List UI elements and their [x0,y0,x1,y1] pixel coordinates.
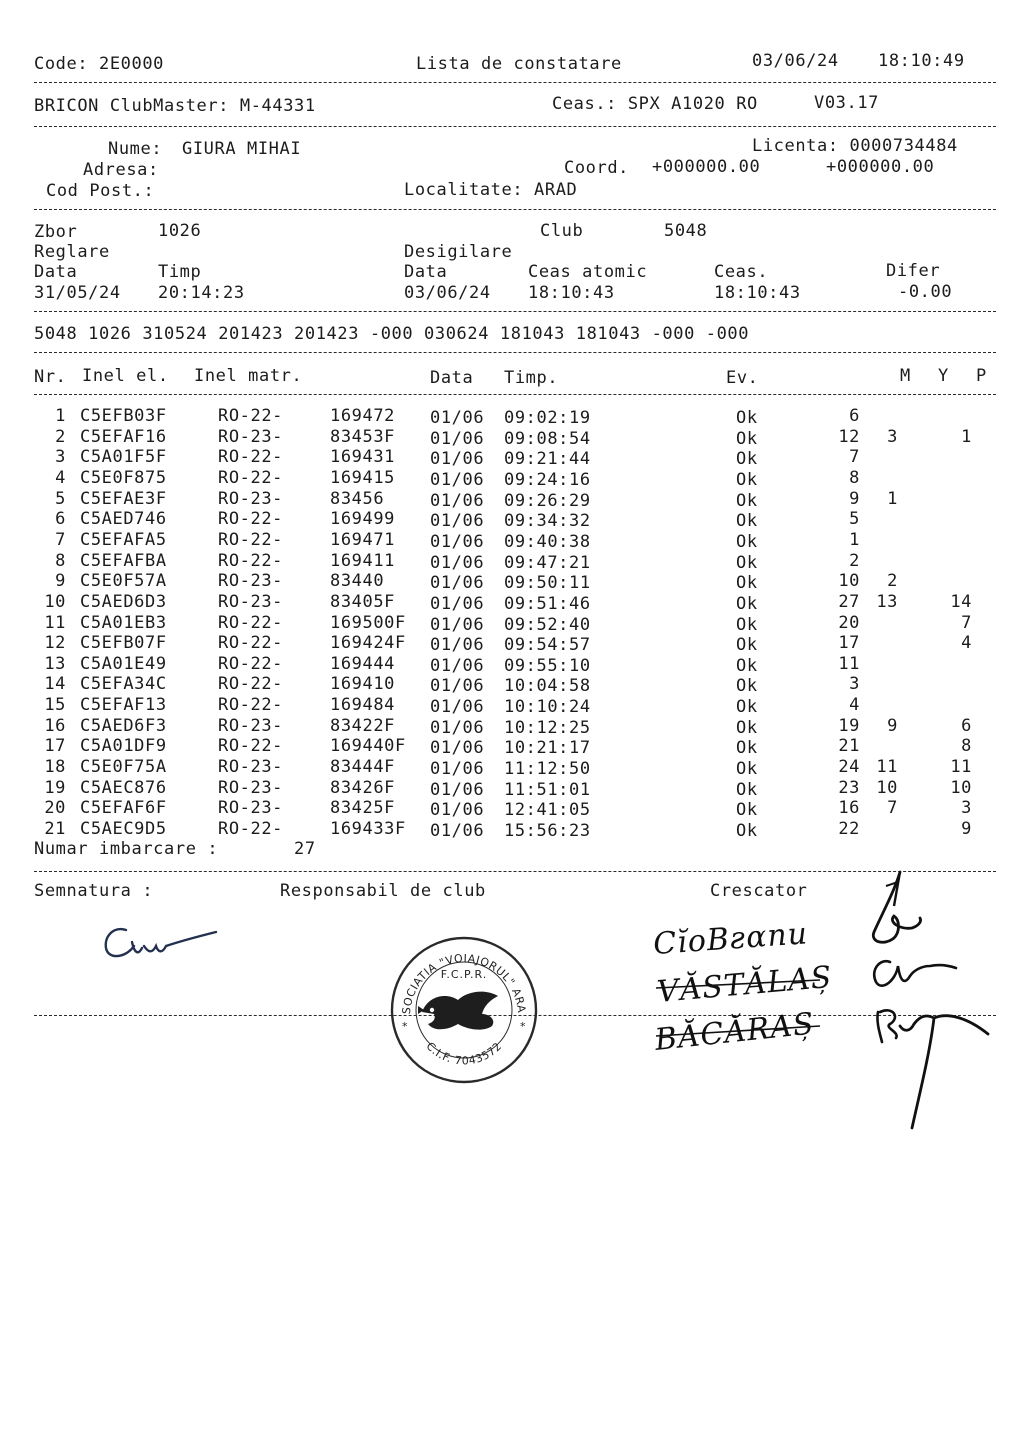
row-ring-series: RO-23- [218,715,284,736]
row-event: Ok [736,717,758,738]
row-event: Ok [736,469,758,490]
row-y: 9 [887,715,898,736]
row-nr: 20 [44,798,66,819]
row-ring-number: 169471 [330,529,396,550]
row-date: 01/06 [430,573,485,594]
clock-time: 18:10:43 [714,283,801,303]
row-m: 4 [849,695,860,716]
row-date: 01/06 [430,738,485,759]
row-electronic-ring: C5EFAF16 [80,426,167,447]
row-time: 09:24:16 [504,469,591,490]
row-electronic-ring: C5EFAF6F [80,798,167,819]
row-date: 01/06 [430,676,485,697]
row-electronic-ring: C5AEC876 [80,777,167,798]
row-date: 01/06 [430,428,485,449]
svg-text:*: * [402,1020,408,1033]
row-time: 09:02:19 [504,408,591,428]
row-nr: 2 [55,426,66,447]
row-event: Ok [736,490,758,511]
flight-code-line: 5048 1026 310524 201423 201423 -000 030624 181043 181043 -000 -000 [34,324,750,344]
divider [34,82,996,83]
row-y: 10 [876,777,898,798]
row-ring-series: RO-22- [218,447,284,468]
document-code: Code: 2E0000 [34,54,165,74]
row-p: 6 [961,715,972,736]
row-time: 12:41:05 [504,800,591,821]
clock-model: Ceas.: SPX A1020 RO [552,94,758,114]
row-ring-number: 169433F [330,819,406,839]
row-date: 01/06 [430,614,485,635]
col-ev: Ev. [726,368,759,388]
row-date: 01/06 [430,821,485,841]
setting-date: 31/05/24 [34,283,121,303]
row-electronic-ring: C5E0F75A [80,757,167,778]
row-time: 09:21:44 [504,449,591,470]
row-time: 09:08:54 [504,428,591,449]
coord-y: +000000.00 [826,157,935,177]
unsealing-date: 03/06/24 [404,283,491,303]
row-event: Ok [736,552,758,573]
row-event: Ok [736,614,758,635]
row-ring-series: RO-22- [218,695,284,716]
coord-label: Coord. [564,158,630,178]
row-m: 23 [838,777,860,798]
row-nr: 21 [44,819,66,839]
row-ring-number: 169440F [330,736,406,757]
row-event: Ok [736,759,758,780]
col-inel-el: Inel el. [82,366,169,386]
owner-name: GIURA MIHAI [182,139,302,159]
row-time: 09:51:46 [504,593,591,614]
locality: Localitate: ARAD [404,180,578,200]
row-ring-series: RO-23- [218,591,284,612]
row-nr: 19 [44,777,66,798]
row-event: Ok [736,531,758,552]
row-ring-number: 169499 [330,509,396,530]
row-nr: 12 [44,633,66,654]
row-time: 09:52:40 [504,614,591,635]
unsealing-date-label: Data [404,262,448,282]
row-date: 01/06 [430,655,485,676]
row-ring-series: RO-23- [218,488,284,509]
row-ring-series: RO-22- [218,509,284,530]
col-data: Data [430,368,474,388]
row-date: 01/06 [430,469,485,490]
row-nr: 13 [44,653,66,674]
row-p: 14 [950,591,972,612]
row-electronic-ring: C5EFB03F [80,406,167,426]
row-event: Ok [736,428,758,449]
row-electronic-ring: C5A01EB3 [80,612,167,633]
row-m: 19 [838,715,860,736]
col-nr: Nr. [34,367,67,387]
row-time: 09:40:38 [504,531,591,552]
row-electronic-ring: C5EFAE3F [80,488,167,509]
row-m: 3 [849,674,860,695]
row-ring-number: 83440 [330,571,385,592]
col-y: Y [938,366,949,386]
row-event: Ok [736,573,758,594]
row-nr: 11 [44,612,66,633]
flight-number: 1026 [158,221,202,241]
clubmaster-id: BRICON ClubMaster: M-44331 [34,96,316,116]
atomic-clock-label: Ceas atomic [528,262,648,282]
row-event: Ok [736,408,758,428]
row-ring-number: 169410 [330,674,396,695]
setting-label: Reglare [34,242,110,262]
handwritten-name-2: VĂSTĂLAȘ [655,959,834,1010]
unsealing-label: Desigilare [404,242,513,262]
club-label: Club [540,221,584,241]
row-date: 01/06 [430,717,485,738]
row-time: 09:54:57 [504,635,591,656]
col-timp: Timp. [504,368,559,388]
row-ring-number: 83444F [330,757,396,778]
row-ring-series: RO-22- [218,467,284,488]
row-date: 01/06 [430,552,485,573]
row-electronic-ring: C5EFAF13 [80,695,167,716]
row-nr: 14 [44,674,66,695]
row-ring-series: RO-22- [218,529,284,550]
stamp-top-text: ASOCIATIA "VOIAJORUL" ARAD [383,924,529,1015]
postal-code-label: Cod Post.: [46,181,155,201]
row-ring-number: 169500F [330,612,406,633]
divider [34,394,996,395]
association-stamp [383,924,540,1086]
row-time: 09:47:21 [504,552,591,573]
row-ring-number: 169411 [330,550,396,571]
difference-label: Difer [886,261,941,281]
row-date: 01/06 [430,779,485,800]
row-event: Ok [736,800,758,821]
document-title: Lista de constatare [416,54,622,74]
row-ring-number: 83426F [330,777,396,798]
row-m: 22 [838,819,860,839]
row-event: Ok [736,697,758,718]
row-ring-number: 169472 [330,406,396,426]
row-time: 09:34:32 [504,511,591,532]
row-ring-series: RO-23- [218,571,284,592]
row-p: 7 [961,612,972,633]
row-ring-series: RO-22- [218,612,284,633]
signature-crescator-large [860,862,1000,1132]
row-electronic-ring: C5E0F875 [80,467,167,488]
row-m: 16 [838,798,860,819]
row-m: 7 [849,447,860,468]
row-date: 01/06 [430,531,485,552]
row-ring-series: RO-22- [218,674,284,695]
row-m: 20 [838,612,860,633]
row-m: 11 [838,653,860,674]
row-y: 2 [887,571,898,592]
row-nr: 9 [55,571,66,592]
row-electronic-ring: C5A01E49 [80,653,167,674]
row-time: 10:21:17 [504,738,591,759]
handwritten-name-1: CĭoBƨɑnu [652,916,810,962]
row-date: 01/06 [430,759,485,780]
row-nr: 6 [55,509,66,530]
row-ring-number: 169415 [330,467,396,488]
signature-giura [96,912,226,972]
col-inel-matr: Inel matr. [194,366,303,386]
flight-label: Zbor [34,222,78,242]
print-date: 03/06/24 [752,51,839,71]
row-ring-series: RO-22- [218,633,284,654]
row-ring-number: 83422F [330,715,396,736]
row-m: 8 [849,467,860,488]
row-date: 01/06 [430,408,485,428]
row-p: 3 [961,798,972,819]
row-p: 11 [950,757,972,778]
row-m: 5 [849,509,860,530]
row-electronic-ring: C5AED6F3 [80,715,167,736]
handwritten-name-3: BĂCĂRAȘ [653,1006,817,1058]
divider [34,126,996,127]
row-ring-series: RO-22- [218,736,284,757]
handwritten-breeder-names [650,916,834,1068]
row-date: 01/06 [430,635,485,656]
row-event: Ok [736,655,758,676]
row-electronic-ring: C5AED6D3 [80,591,167,612]
stamp-bottom-text: C.I.F. 7043572 [423,1039,505,1068]
row-electronic-ring: C5EFB07F [80,633,167,654]
row-p: 8 [961,736,972,757]
row-time: 10:04:58 [504,676,591,697]
row-event: Ok [736,511,758,532]
row-ring-series: RO-22- [218,653,284,674]
svg-text:*: * [520,1020,526,1033]
row-time: 10:10:24 [504,697,591,718]
row-p: 9 [961,819,972,839]
row-y: 11 [876,757,898,778]
row-m: 9 [849,488,860,509]
row-p: 4 [961,633,972,654]
row-y: 13 [876,591,898,612]
row-nr: 5 [55,488,66,509]
row-m: 12 [838,426,860,447]
row-ring-number: 169424F [330,633,406,654]
row-nr: 17 [44,736,66,757]
clock-version: V03.17 [814,93,880,113]
row-time: 09:55:10 [504,655,591,676]
row-nr: 18 [44,757,66,778]
row-m: 21 [838,736,860,757]
row-p: 1 [961,426,972,447]
row-ring-number: 169484 [330,695,396,716]
row-nr: 15 [44,695,66,716]
row-ring-series: RO-22- [218,819,284,839]
atomic-clock-time: 18:10:43 [528,283,615,303]
coord-x: +000000.00 [652,157,761,177]
row-event: Ok [736,738,758,759]
row-time: 09:26:29 [504,490,591,511]
club-responsible-label: Responsabil de club [280,881,486,901]
row-electronic-ring: C5EFAFBA [80,550,167,571]
setting-time-label: Timp [158,262,202,282]
signature-label: Semnatura : [34,881,154,901]
row-ring-series: RO-23- [218,798,284,819]
row-time: 11:12:50 [504,759,591,780]
col-m: M [900,366,911,386]
row-ring-series: RO-22- [218,406,284,426]
row-m: 10 [838,571,860,592]
row-date: 01/06 [430,697,485,718]
row-electronic-ring: C5AEC9D5 [80,819,167,839]
row-nr: 7 [55,529,66,550]
row-ring-number: 83456 [330,488,385,509]
row-m: 24 [838,757,860,778]
col-p: P [976,366,987,386]
row-electronic-ring: C5EFA34C [80,674,167,695]
setting-date-label: Data [34,262,78,282]
row-event: Ok [736,449,758,470]
divider [34,871,996,872]
row-ring-number: 169431 [330,447,396,468]
row-electronic-ring: C5AED746 [80,509,167,530]
row-ring-series: RO-23- [218,426,284,447]
row-electronic-ring: C5EFAFA5 [80,529,167,550]
license-number: Licenta: 0000734484 [752,136,958,156]
row-time: 10:12:25 [504,717,591,738]
row-event: Ok [736,779,758,800]
stamp-sub-text: F.C.P.R. [440,968,488,981]
row-time: 09:50:11 [504,573,591,594]
row-electronic-ring: C5E0F57A [80,571,167,592]
row-y: 1 [887,488,898,509]
row-nr: 10 [44,591,66,612]
row-event: Ok [736,676,758,697]
row-date: 01/06 [430,449,485,470]
row-time: 11:51:01 [504,779,591,800]
breeder-label: Crescator [710,881,808,901]
boarding-count: 27 [294,839,316,859]
row-nr: 16 [44,715,66,736]
row-electronic-ring: C5A01F5F [80,447,167,468]
row-ring-number: 169444 [330,653,396,674]
row-y: 7 [887,798,898,819]
row-event: Ok [736,635,758,656]
row-ring-number: 83405F [330,591,396,612]
address-label: Adresa: [83,160,159,180]
pigeon-icon [418,992,498,1030]
row-m: 17 [838,633,860,654]
row-date: 01/06 [430,593,485,614]
setting-time: 20:14:23 [158,283,245,303]
row-date: 01/06 [430,511,485,532]
row-event: Ok [736,821,758,841]
print-time: 18:10:49 [878,51,965,71]
row-date: 01/06 [430,800,485,821]
club-number: 5048 [664,221,708,241]
row-time: 15:56:23 [504,821,591,841]
divider [34,352,996,353]
row-ring-series: RO-23- [218,777,284,798]
row-nr: 4 [55,467,66,488]
row-m: 6 [849,406,860,426]
name-label: Nume: [108,139,163,159]
row-event: Ok [736,593,758,614]
row-nr: 3 [55,447,66,468]
row-electronic-ring: C5A01DF9 [80,736,167,757]
row-ring-number: 83425F [330,798,396,819]
divider [34,209,996,210]
row-nr: 8 [55,550,66,571]
row-date: 01/06 [430,490,485,511]
row-m: 2 [849,550,860,571]
row-m: 1 [849,529,860,550]
row-m: 27 [838,591,860,612]
clock-label: Ceas. [714,262,769,282]
clock-difference: -0.00 [898,282,953,302]
boarding-count-label: Numar imbarcare : [34,839,219,859]
row-p: 10 [950,777,972,798]
row-ring-series: RO-23- [218,757,284,778]
row-y: 3 [887,426,898,447]
divider [34,311,996,312]
row-ring-series: RO-22- [218,550,284,571]
row-ring-number: 83453F [330,426,396,447]
row-nr: 1 [55,406,66,426]
